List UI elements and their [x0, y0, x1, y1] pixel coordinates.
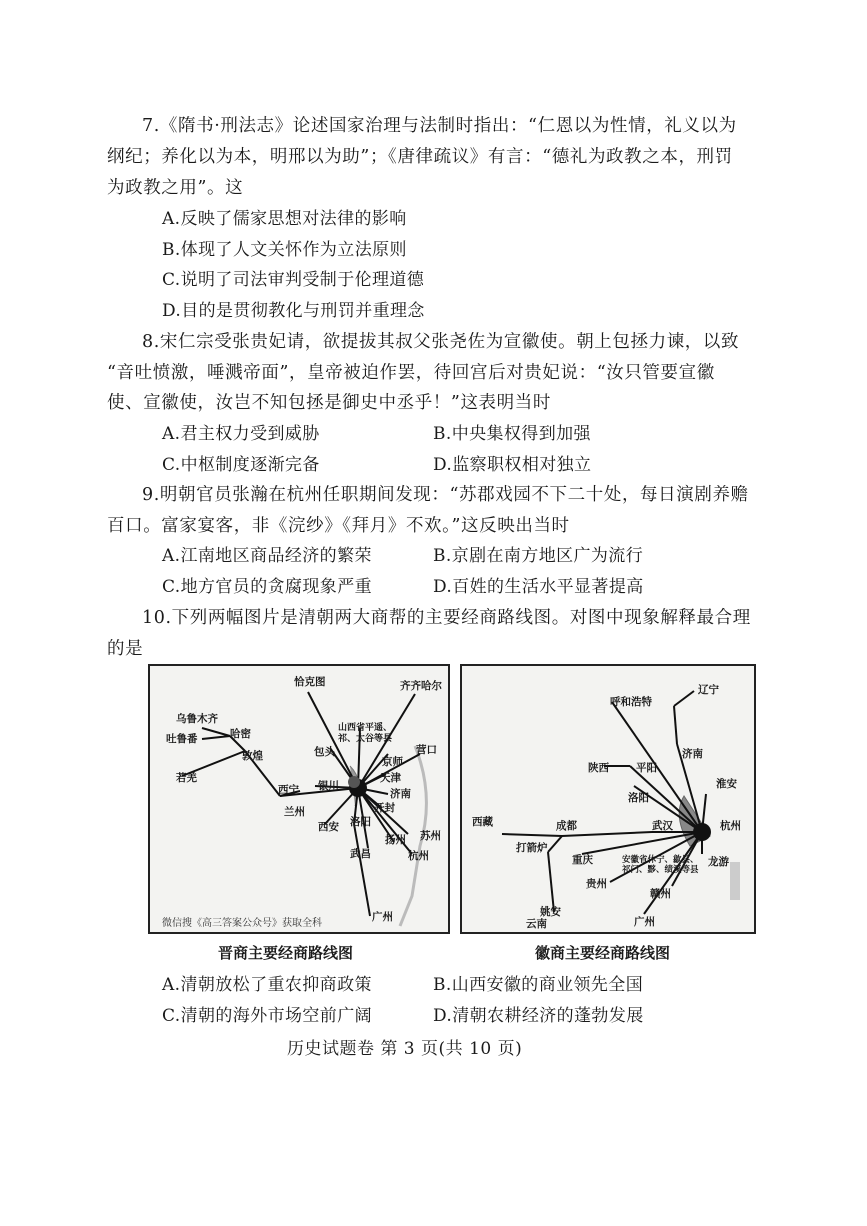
map1-city-qiaketu: 恰克图: [294, 676, 326, 688]
hui-merchant-route-lines: [462, 666, 754, 932]
map1-city-yangzhou: 扬州: [385, 834, 406, 846]
map1-city-hami: 哈密: [230, 728, 251, 740]
map1-city-jinan: 济南: [390, 788, 411, 800]
map2-city-luoyang: 洛阳: [628, 792, 649, 804]
map1-city-luoyang: 洛阳: [350, 816, 371, 828]
map2-city-chengdu: 成都: [556, 820, 577, 832]
q9-option-c: C.地方官员的贪腐现象严重: [162, 577, 373, 597]
map1-city-baotou: 包头: [314, 746, 335, 758]
map1-city-suzhou: 苏州: [420, 830, 441, 842]
map1-city-ruoqiang: 若羌: [176, 772, 197, 784]
map1-city-hangzhou: 杭州: [408, 850, 429, 862]
q8-stem-line-1: 8.宋仁宗受张贵妃请，欲提拔其叔父张尧佐为宣徽使。朝上包拯力谏，以致: [142, 332, 740, 352]
hui-merchant-route-map: [460, 664, 756, 934]
map1-city-wuchang: 武昌: [350, 848, 371, 860]
q8-option-b: B.中央集权得到加强: [433, 424, 591, 444]
map2-city-ganzhou: 赣州: [650, 888, 671, 900]
map2-caption: 徽商主要经商路线图: [535, 944, 671, 962]
q8-option-d: D.监察职权相对独立: [433, 455, 592, 475]
map1-city-jingshi: 京师: [382, 756, 403, 768]
map1-city-kaifeng: 开封: [374, 802, 395, 814]
map1-city-qiqihaer: 齐齐哈尔: [400, 680, 442, 692]
map1-hub-label-1: 山西省平遥、: [338, 723, 393, 733]
map1-city-wulumuqi: 乌鲁木齐: [176, 713, 218, 725]
map2-city-longyou: 龙游: [708, 856, 729, 868]
map1-city-xian: 西安: [318, 821, 339, 833]
q10-option-b: B.山西安徽的商业领先全国: [433, 975, 644, 995]
map2-city-pingyang: 平阳: [636, 762, 657, 774]
q8-stem-line-3: 使、宣徽使，汝岂不知包拯是御史中丞乎！”这表明当时: [107, 393, 551, 413]
q7-option-a: A.反映了儒家思想对法律的影响: [162, 209, 407, 229]
map2-city-yunnan: 云南: [526, 918, 547, 930]
q9-option-a: A.江南地区商品经济的繁荣: [162, 546, 372, 566]
map1-city-tulufan: 吐鲁番: [166, 733, 198, 745]
map2-hub-label-2: 祁门、黟、绩溪等县: [622, 865, 699, 875]
map2-city-chongqing: 重庆: [572, 854, 593, 866]
q9-stem-line-1: 9.明朝官员张瀚在杭州任职期间发现：“苏郡戏园不下二十处，每日演剧养赡: [142, 485, 749, 505]
map1-city-dunhuang: 敦煌: [242, 750, 263, 762]
page-footer: 历史试题卷 第 3 页(共 10 页): [287, 1039, 523, 1059]
map1-caption: 晋商主要经商路线图: [218, 944, 354, 962]
q7-option-d: D.目的是贯彻教化与刑罚并重理念: [162, 301, 425, 321]
jin-merchant-route-map: [148, 664, 450, 934]
map1-watermark: 微信搜《高三答案公众号》获取全科: [162, 918, 322, 929]
q9-stem-line-2: 百口。富家宴客，非《浣纱》《拜月》不欢。”这反映出当时: [107, 516, 570, 536]
map1-city-lanzhou: 兰州: [284, 806, 305, 818]
map2-city-guizhou: 贵州: [586, 878, 607, 890]
q10-option-a: A.清朝放松了重农抑商政策: [162, 975, 372, 995]
map1-city-xining: 西宁: [278, 784, 299, 796]
map1-city-yingkou: 营口: [416, 744, 437, 756]
map2-hub-label-1: 安徽省休宁、歙县、: [622, 855, 699, 865]
map2-city-huaian: 淮安: [716, 778, 737, 790]
map2-city-shaanxi: 陕西: [588, 762, 609, 774]
map2-city-dajianlu: 打箭炉: [516, 842, 548, 854]
map1-city-tianjin: 天津: [380, 772, 401, 784]
map2-city-wuhan: 武汉: [652, 820, 673, 832]
q10-stem-line-2: 的是: [107, 639, 144, 659]
map2-city-hangzhou: 杭州: [720, 820, 741, 832]
q7-stem-line-1: 7.《隋书·刑法志》论述国家治理与法制时指出：“仁恩以为性情，礼义以为: [142, 116, 737, 136]
map2-city-xizang: 西藏: [472, 816, 493, 828]
q10-option-d: D.清朝农耕经济的蓬勃发展: [433, 1006, 644, 1026]
map2-city-jinan: 济南: [682, 748, 703, 760]
q7-option-c: C.说明了司法审判受制于伦理道德: [162, 270, 425, 290]
q8-option-a: A.君主权力受到威胁: [162, 424, 320, 444]
map1-hub-label-2: 祁、太谷等县: [338, 734, 393, 744]
map2-city-yaoan: 姚安: [540, 906, 561, 918]
q9-option-d: D.百姓的生活水平显著提高: [433, 577, 644, 597]
q10-stem-line-1: 10.下列两幅图片是清朝两大商帮的主要经商路线图。对图中现象解释最合理: [142, 608, 751, 628]
q7-stem-line-2: 纲纪；养化以为本，明邢以为助”；《唐律疏议》有言：“德礼为政教之本，刑罚: [107, 147, 733, 167]
map2-city-huhehaote: 呼和浩特: [610, 696, 652, 708]
q8-stem-line-2: “音吐愤激，唾溅帝面”，皇帝被迫作罢，待回宫后对贵妃说：“汝只管要宣徽: [107, 363, 715, 383]
q10-option-c: C.清朝的海外市场空前广阔: [162, 1006, 373, 1026]
map2-city-liaoning: 辽宁: [698, 684, 719, 696]
map1-city-yinchuan: 银川: [318, 780, 339, 792]
q8-option-c: C.中枢制度逐渐完备: [162, 455, 320, 475]
map1-city-guangzhou: 广州: [372, 911, 393, 923]
q7-option-b: B.体现了人文关怀作为立法原则: [162, 240, 407, 260]
map2-city-guangzhou: 广州: [634, 916, 655, 928]
q7-stem-line-3: 为政教之用”。这: [107, 178, 244, 198]
q9-option-b: B.京剧在南方地区广为流行: [433, 546, 644, 566]
